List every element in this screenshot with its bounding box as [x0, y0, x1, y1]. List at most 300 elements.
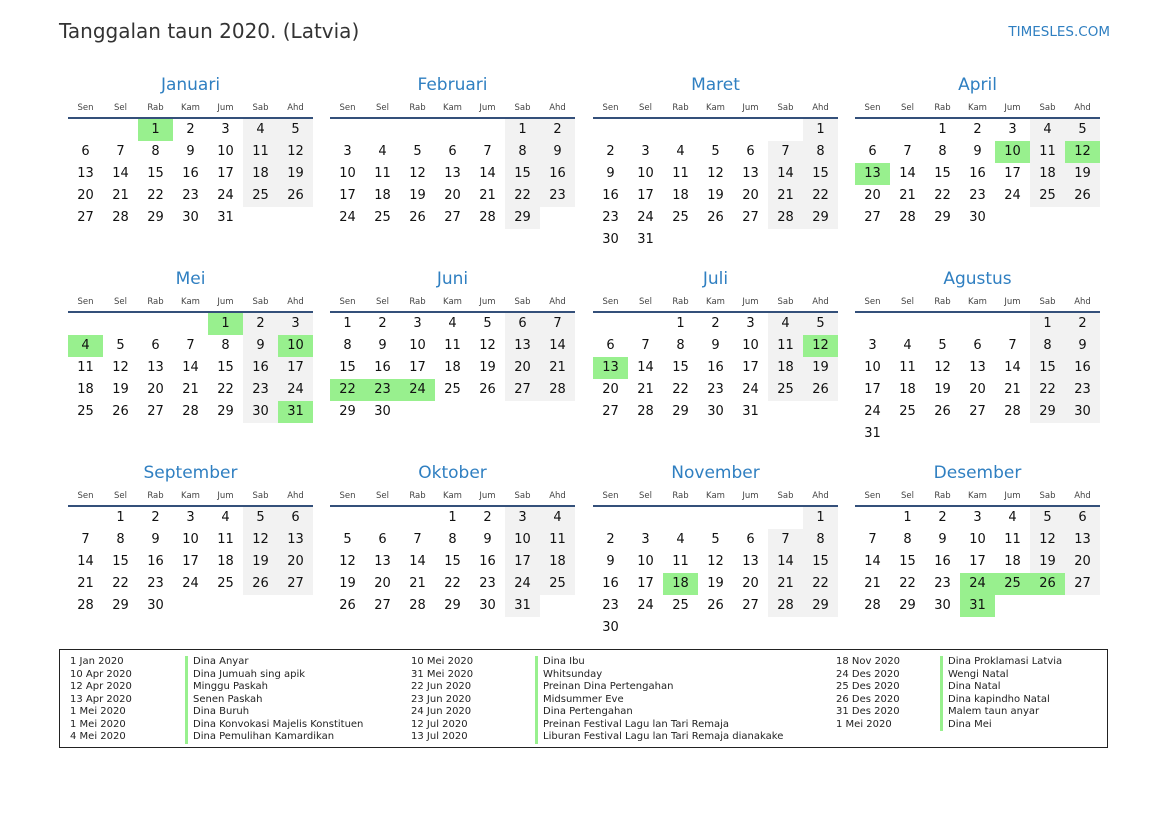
day-cell: 4 [1008, 510, 1017, 525]
day-cell: 5 [1065, 119, 1100, 141]
weekday-label: Sen [864, 103, 881, 113]
day-cell: 3 [278, 313, 313, 335]
month-juli [593, 268, 838, 423]
day-cell: 2 [606, 532, 615, 547]
day-cell: 26 [707, 210, 724, 225]
day-cell: 22 [672, 382, 689, 397]
day-cell: 29 [899, 598, 916, 613]
day-cell: 23 [602, 598, 619, 613]
day-cell: 1 [938, 122, 947, 137]
holiday-day-cell: 26 [1030, 573, 1065, 595]
day-cell: 17 [182, 554, 199, 569]
weekday-label: Sab [514, 103, 531, 113]
weekday-label: Rab [934, 491, 951, 501]
day-cell: 17 [505, 551, 540, 573]
day-cell: 10 [637, 166, 654, 181]
day-cell: 5 [483, 316, 492, 331]
days-grid [68, 507, 313, 617]
day-cell: 29 [505, 207, 540, 229]
month-name: Mei [175, 269, 206, 289]
day-cell: 11 [672, 166, 689, 181]
day-cell: 25 [77, 404, 94, 419]
day-cell: 20 [969, 382, 986, 397]
day-cell: 1 [903, 510, 912, 525]
day-cell: 24 [217, 188, 234, 203]
day-cell: 11 [217, 532, 234, 547]
day-cell: 16 [934, 554, 951, 569]
holiday-date: 18 Nov 2020 [836, 656, 901, 667]
day-cell: 25 [444, 382, 461, 397]
day-cell: 28 [540, 379, 575, 401]
weekday-header [330, 487, 575, 507]
calendar-grid [68, 74, 1112, 634]
day-cell: 9 [378, 338, 387, 353]
day-cell: 29 [1030, 401, 1065, 423]
month-desember [855, 462, 1100, 617]
day-cell: 4 [221, 510, 230, 525]
holiday-date: 4 Mei 2020 [70, 731, 126, 742]
day-cell: 3 [746, 316, 755, 331]
day-cell: 8 [343, 338, 352, 353]
weekday-label: Jum [742, 103, 759, 113]
day-cell: 11 [672, 554, 689, 569]
day-cell: 5 [1030, 507, 1065, 529]
weekday-label: Sen [864, 297, 881, 307]
day-cell: 31 [505, 595, 540, 617]
weekday-label: Sel [114, 103, 127, 113]
day-cell: 7 [641, 338, 650, 353]
day-cell: 7 [903, 144, 912, 159]
day-cell: 27 [147, 404, 164, 419]
day-cell: 12 [278, 141, 313, 163]
day-cell: 2 [711, 316, 720, 331]
holiday-date: 31 Mei 2020 [411, 668, 474, 680]
day-cell: 15 [934, 166, 951, 181]
weekday-label: Jum [742, 297, 759, 307]
day-cell: 27 [444, 210, 461, 225]
day-cell: 17 [217, 166, 234, 181]
day-cell: 6 [151, 338, 160, 353]
day-cell: 29 [803, 595, 838, 617]
site-brand-link[interactable]: TIMESLES.COM [1008, 24, 1110, 40]
weekday-label: Sen [602, 103, 619, 113]
empty-cell [470, 119, 505, 141]
empty-cell [400, 119, 435, 141]
day-cell: 13 [77, 166, 94, 181]
day-cell: 6 [746, 144, 755, 159]
month-januari [68, 74, 313, 229]
weekday-label: Ahd [549, 103, 566, 113]
day-cell: 24 [637, 598, 654, 613]
empty-cell [663, 507, 698, 529]
day-cell: 7 [483, 144, 492, 159]
day-cell: 12 [707, 166, 724, 181]
day-cell: 18 [1030, 163, 1065, 185]
days-grid [330, 313, 575, 423]
day-cell: 21 [540, 357, 575, 379]
day-cell: 4 [243, 119, 278, 141]
day-cell: 26 [112, 404, 129, 419]
day-cell: 4 [1030, 119, 1065, 141]
day-cell: 8 [1030, 335, 1065, 357]
holiday-name: Dina Pertengahan [535, 706, 783, 719]
holiday-day-cell: 31 [960, 595, 995, 617]
day-cell: 3 [343, 144, 352, 159]
weekday-label: Jum [479, 491, 496, 501]
days-grid [330, 507, 575, 617]
day-cell: 9 [186, 144, 195, 159]
day-cell: 17 [742, 360, 759, 375]
day-cell: 27 [1065, 573, 1100, 595]
weekday-header [593, 99, 838, 119]
holiday-day-cell: 1 [208, 313, 243, 335]
day-cell: 16 [1065, 357, 1100, 379]
day-cell: 5 [413, 144, 422, 159]
weekday-label: Ahd [812, 297, 829, 307]
day-cell: 3 [413, 316, 422, 331]
day-cell: 17 [969, 554, 986, 569]
empty-cell [768, 119, 803, 141]
day-cell: 27 [742, 210, 759, 225]
day-cell: 21 [1004, 382, 1021, 397]
day-cell: 8 [116, 532, 125, 547]
day-cell: 10 [505, 529, 540, 551]
empty-cell [173, 313, 208, 335]
weekday-label: Rab [409, 491, 426, 501]
day-cell: 22 [112, 576, 129, 591]
weekday-label: Kam [968, 297, 987, 307]
day-cell: 4 [448, 316, 457, 331]
weekday-label: Sen [864, 491, 881, 501]
holiday-list [59, 649, 1108, 748]
day-cell: 16 [969, 166, 986, 181]
weekday-label: Ahd [287, 103, 304, 113]
day-cell: 23 [602, 210, 619, 225]
day-cell: 2 [938, 510, 947, 525]
empty-cell [855, 119, 890, 141]
day-cell: 30 [934, 598, 951, 613]
day-cell: 26 [409, 210, 426, 225]
day-cell: 16 [602, 576, 619, 591]
day-cell: 7 [186, 338, 195, 353]
day-cell: 20 [742, 188, 759, 203]
day-cell: 24 [278, 379, 313, 401]
holiday-name: Dina Jumuah sing apik [185, 669, 363, 682]
day-cell: 26 [479, 382, 496, 397]
day-cell: 10 [339, 166, 356, 181]
weekday-label: Kam [706, 297, 725, 307]
day-cell: 16 [707, 360, 724, 375]
weekday-label: Sen [339, 103, 356, 113]
days-grid [855, 313, 1100, 445]
day-cell: 27 [77, 210, 94, 225]
holiday-date: 22 Jun 2020 [411, 681, 472, 692]
empty-cell [365, 507, 400, 529]
weekday-label: Rab [409, 297, 426, 307]
holiday-day-cell: 10 [995, 141, 1030, 163]
day-cell: 11 [444, 338, 461, 353]
day-cell: 13 [374, 554, 391, 569]
day-cell: 1 [448, 510, 457, 525]
day-cell: 14 [1004, 360, 1021, 375]
day-cell: 21 [637, 382, 654, 397]
weekday-label: Sel [114, 491, 127, 501]
day-cell: 2 [186, 122, 195, 137]
day-cell: 7 [768, 529, 803, 551]
day-cell: 15 [444, 554, 461, 569]
day-cell: 8 [448, 532, 457, 547]
day-cell: 15 [899, 554, 916, 569]
day-cell: 6 [868, 144, 877, 159]
day-cell: 18 [1004, 554, 1021, 569]
day-cell: 14 [899, 166, 916, 181]
holiday-name: Whitsunday [535, 669, 783, 682]
weekday-label: Sel [376, 103, 389, 113]
day-cell: 21 [112, 188, 129, 203]
weekday-label: Sab [777, 103, 794, 113]
day-cell: 15 [147, 166, 164, 181]
day-cell: 27 [278, 573, 313, 595]
day-cell: 2 [483, 510, 492, 525]
day-cell: 10 [864, 360, 881, 375]
day-cell: 3 [641, 144, 650, 159]
weekday-label: Ahd [1074, 491, 1091, 501]
day-cell: 3 [505, 507, 540, 529]
day-cell: 13 [742, 166, 759, 181]
day-cell: 20 [444, 188, 461, 203]
day-cell: 15 [803, 163, 838, 185]
day-cell: 28 [409, 598, 426, 613]
day-cell: 25 [374, 210, 391, 225]
day-cell: 15 [803, 551, 838, 573]
day-cell: 2 [973, 122, 982, 137]
day-cell: 30 [147, 598, 164, 613]
day-cell: 15 [672, 360, 689, 375]
day-cell: 27 [742, 598, 759, 613]
day-cell: 19 [278, 163, 313, 185]
day-cell: 24 [1004, 188, 1021, 203]
day-cell: 12 [112, 360, 129, 375]
day-cell: 22 [1030, 379, 1065, 401]
weekday-label: Rab [934, 103, 951, 113]
weekday-header [68, 487, 313, 507]
day-cell: 12 [934, 360, 951, 375]
day-cell: 20 [77, 188, 94, 203]
weekday-label: Sel [901, 103, 914, 113]
month-april [855, 74, 1100, 229]
day-cell: 20 [864, 188, 881, 203]
weekday-label: Rab [672, 103, 689, 113]
day-cell: 21 [409, 576, 426, 591]
holiday-dates-col-3 [836, 656, 900, 731]
day-cell: 3 [641, 532, 650, 547]
weekday-label: Jum [1004, 103, 1021, 113]
holiday-date: 1 Mei 2020 [70, 718, 126, 730]
days-grid [855, 507, 1100, 617]
day-cell: 17 [637, 576, 654, 591]
empty-cell [593, 313, 628, 335]
holiday-name: Dina kapindho Natal [940, 694, 1062, 707]
weekday-label: Rab [147, 491, 164, 501]
day-cell: 17 [637, 188, 654, 203]
day-cell: 4 [676, 144, 685, 159]
day-cell: 28 [112, 210, 129, 225]
day-cell: 21 [864, 576, 881, 591]
empty-cell [103, 119, 138, 141]
day-cell: 19 [803, 357, 838, 379]
day-cell: 20 [278, 551, 313, 573]
holiday-name: Dina Pemulihan Kamardikan [185, 731, 363, 744]
holiday-day-cell: 13 [593, 357, 628, 379]
weekday-header [68, 293, 313, 313]
day-cell: 17 [409, 360, 426, 375]
day-cell: 8 [505, 141, 540, 163]
day-cell: 3 [186, 510, 195, 525]
day-cell: 31 [637, 232, 654, 247]
day-cell: 10 [742, 338, 759, 353]
weekday-label: Sab [1039, 297, 1056, 307]
weekday-label: Sel [901, 491, 914, 501]
day-cell: 14 [864, 554, 881, 569]
day-cell: 22 [803, 185, 838, 207]
day-cell: 28 [768, 595, 803, 617]
holiday-date: 1 Mei 2020 [70, 706, 126, 717]
day-cell: 12 [339, 554, 356, 569]
holiday-dates-col-2 [411, 656, 473, 744]
holiday-day-cell: 31 [278, 401, 313, 423]
day-cell: 3 [221, 122, 230, 137]
day-cell: 5 [938, 338, 947, 353]
month-name: Juni [436, 269, 469, 289]
day-cell: 2 [151, 510, 160, 525]
holiday-date: 24 Jun 2020 [411, 706, 472, 717]
weekday-label: Ahd [549, 491, 566, 501]
day-cell: 25 [899, 404, 916, 419]
weekday-label: Kam [443, 491, 462, 501]
holiday-date: 31 Des 2020 [836, 706, 900, 717]
day-cell: 23 [1065, 379, 1100, 401]
day-cell: 12 [479, 338, 496, 353]
day-cell: 19 [339, 576, 356, 591]
day-cell: 5 [343, 532, 352, 547]
weekday-label: Sab [777, 297, 794, 307]
holiday-name: Midsummer Eve [535, 694, 783, 707]
day-cell: 27 [969, 404, 986, 419]
day-cell: 22 [444, 576, 461, 591]
holiday-names-col-3 [940, 656, 1062, 731]
holiday-date: 10 Mei 2020 [411, 656, 474, 667]
empty-cell [768, 507, 803, 529]
day-cell: 3 [973, 510, 982, 525]
holiday-date: 26 Des 2020 [836, 693, 900, 705]
holiday-day-cell: 25 [995, 573, 1030, 595]
month-name: November [671, 463, 760, 483]
weekday-label: Jum [217, 491, 234, 501]
holiday-day-cell: 12 [803, 335, 838, 357]
day-cell: 17 [339, 188, 356, 203]
weekday-label: Sen [77, 103, 94, 113]
day-cell: 19 [707, 188, 724, 203]
day-cell: 2 [1065, 313, 1100, 335]
empty-cell [628, 313, 663, 335]
weekday-label: Sab [252, 491, 269, 501]
day-cell: 29 [339, 404, 356, 419]
day-cell: 26 [803, 379, 838, 401]
day-cell: 10 [409, 338, 426, 353]
day-cell: 11 [540, 529, 575, 551]
weekday-label: Kam [443, 297, 462, 307]
day-cell: 18 [374, 188, 391, 203]
holiday-day-cell: 10 [278, 335, 313, 357]
day-cell: 30 [602, 232, 619, 247]
day-cell: 30 [243, 401, 278, 423]
day-cell: 31 [217, 210, 234, 225]
day-cell: 19 [934, 382, 951, 397]
day-cell: 25 [672, 210, 689, 225]
weekday-label: Sel [376, 297, 389, 307]
empty-cell [68, 313, 103, 335]
day-cell: 6 [448, 144, 457, 159]
day-cell: 28 [182, 404, 199, 419]
weekday-label: Kam [443, 103, 462, 113]
empty-cell [628, 119, 663, 141]
weekday-label: Jum [479, 103, 496, 113]
day-cell: 27 [864, 210, 881, 225]
day-cell: 6 [606, 338, 615, 353]
day-cell: 29 [672, 404, 689, 419]
day-cell: 15 [112, 554, 129, 569]
empty-cell [400, 507, 435, 529]
day-cell: 11 [1030, 141, 1065, 163]
empty-cell [365, 119, 400, 141]
weekday-label: Sen [602, 297, 619, 307]
days-grid [593, 119, 838, 251]
day-cell: 29 [217, 404, 234, 419]
day-cell: 1 [803, 119, 838, 141]
day-cell: 30 [182, 210, 199, 225]
day-cell: 29 [934, 210, 951, 225]
weekday-label: Sen [77, 491, 94, 501]
day-cell: 28 [864, 598, 881, 613]
weekday-label: Ahd [1074, 103, 1091, 113]
day-cell: 1 [505, 119, 540, 141]
day-cell: 18 [768, 357, 803, 379]
day-cell: 7 [413, 532, 422, 547]
day-cell: 14 [112, 166, 129, 181]
day-cell: 19 [243, 551, 278, 573]
weekday-label: Rab [409, 103, 426, 113]
weekday-label: Ahd [812, 491, 829, 501]
day-cell: 4 [540, 507, 575, 529]
day-cell: 8 [676, 338, 685, 353]
day-cell: 4 [903, 338, 912, 353]
weekday-label: Sen [602, 491, 619, 501]
day-cell: 30 [602, 620, 619, 635]
day-cell: 6 [746, 532, 755, 547]
weekday-label: Sel [901, 297, 914, 307]
day-cell: 19 [1065, 163, 1100, 185]
day-cell: 8 [803, 529, 838, 551]
day-cell: 14 [768, 163, 803, 185]
day-cell: 28 [77, 598, 94, 613]
weekday-label: Sen [77, 297, 94, 307]
day-cell: 23 [707, 382, 724, 397]
day-cell: 20 [742, 576, 759, 591]
empty-cell [733, 119, 768, 141]
day-cell: 10 [637, 554, 654, 569]
empty-cell [593, 119, 628, 141]
day-cell: 11 [768, 335, 803, 357]
